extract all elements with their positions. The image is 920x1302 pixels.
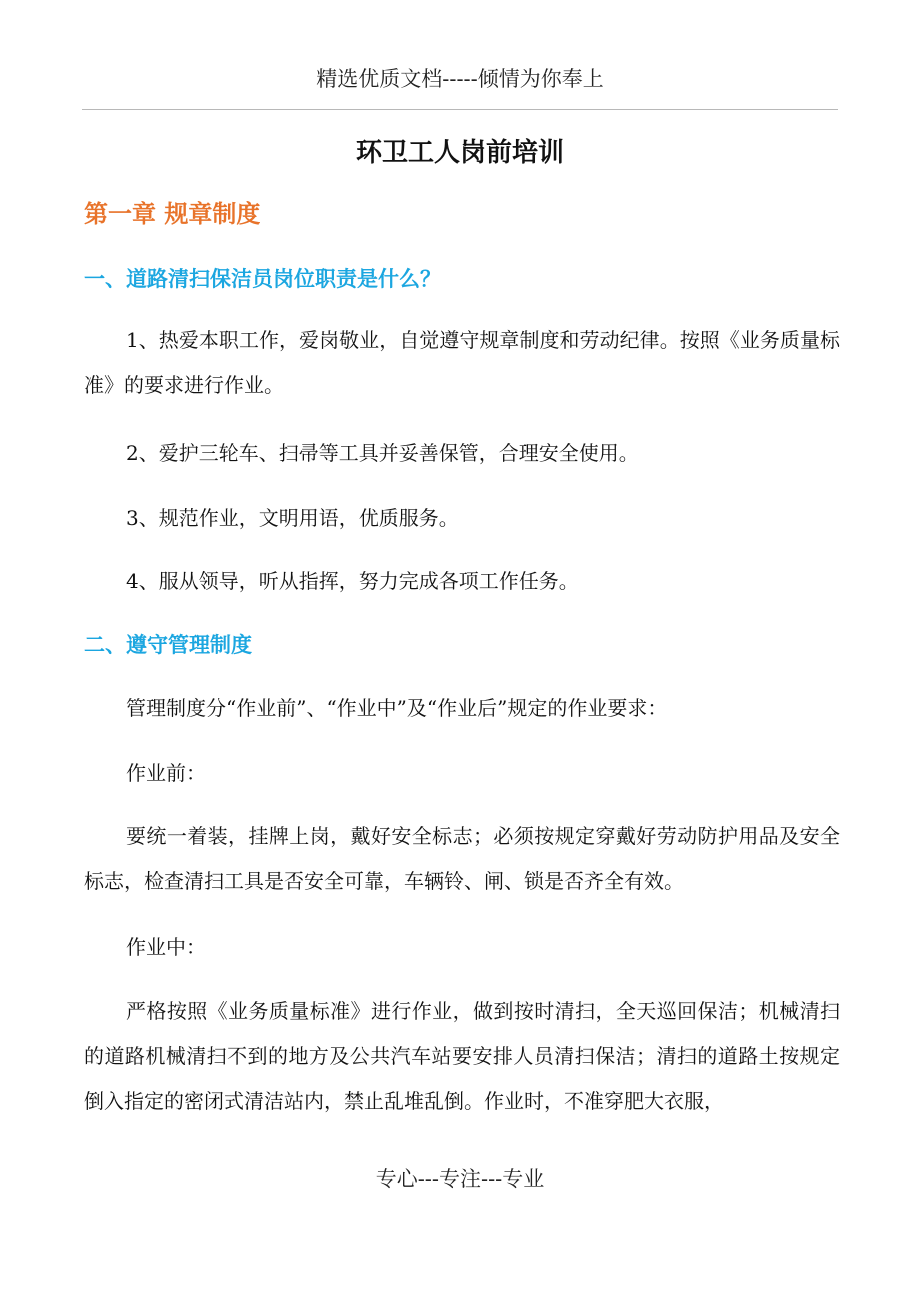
- section-heading-rules: 二、遵守管理制度: [84, 632, 252, 657]
- document-title: 环卫工人岗前培训: [355, 138, 564, 168]
- during-work-label: 作业中：: [126, 935, 206, 959]
- duty-item-3: 3、规范作业，文明用语，优质服务。: [126, 506, 459, 530]
- before-work-text: 要统一着装，挂牌上岗，戴好安全标志；必须按规定穿戴好劳动防护用品及安全标志，检查清扫工具是否安全可靠，车辆铃、闸、锁是否齐全有效。: [84, 824, 840, 893]
- header-divider: [82, 109, 838, 110]
- chapter-heading: 第一章 规章制度: [84, 199, 261, 228]
- during-work-text: 严格按照《业务质量标准》进行作业，做到按时清扫，全天巡回保洁；机械清扫的道路机械清扫不到的地方及公共汽车站要安排人员清扫保洁；清扫的道路土按规定倒入指定的密闭式清洁站内，禁止乱堆乱倒。作业时，不准穿肥大衣服，: [84, 999, 840, 1113]
- duty-item-1: 1、热爱本职工作，爱岗敬业，自觉遵守规章制度和劳动纪律。按照《业务质量标准》的要求进行作业。: [84, 328, 840, 397]
- section-heading-duties: 一、道路清扫保洁员岗位职责是什么？: [84, 266, 441, 291]
- page-header: 精选优质文档-----倾情为你奉上: [316, 67, 604, 91]
- rules-intro: 管理制度分“作业前”、“作业中”及“作业后”规定的作业要求：: [126, 696, 668, 720]
- duty-item-4: 4、服从领导，听从指挥，努力完成各项工作任务。: [126, 569, 579, 593]
- duty-item-2: 2、爱护三轮车、扫帚等工具并妥善保管，合理安全使用。: [126, 441, 639, 465]
- page-footer: 专心---专注---专业: [375, 1167, 545, 1191]
- before-work-label: 作业前：: [126, 761, 206, 785]
